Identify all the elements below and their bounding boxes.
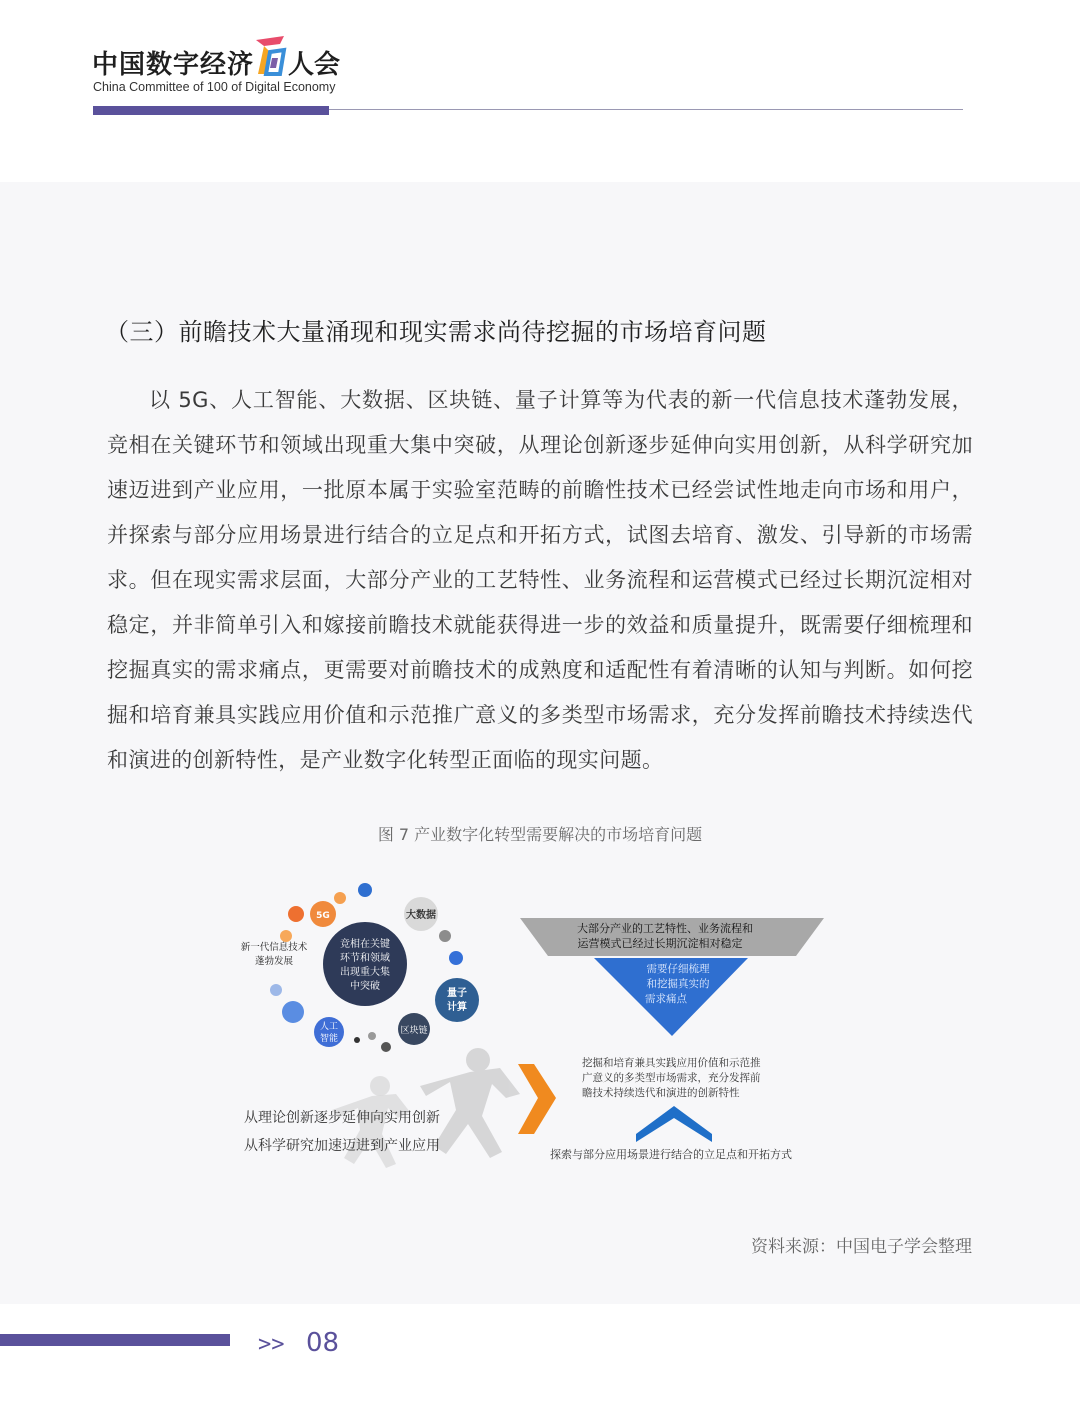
chevron-up-icon [636,1106,712,1142]
triangle-text: 需要仔细梳理 [646,963,710,975]
center-text: 中突破 [350,981,380,992]
dot [270,984,282,996]
source-note: 资料来源：中国电子学会整理 [751,1237,972,1257]
left-label: 蓬勃发展 [254,956,294,967]
page-header [0,0,1080,182]
top-banner-text: 运营模式已经过长期沉淀相对稳定 [577,937,743,950]
logo-english: China Committee of 100 of Digital Economy [93,80,336,94]
dot [439,930,451,942]
right-text: 挖掘和培育兼具实践应用价值和示范推 [582,1057,761,1069]
page-footer [0,1304,1080,1410]
dot [280,930,292,942]
node-bigdata-label: 大数据 [406,910,436,921]
dot [282,1001,304,1023]
node-quantum [435,978,479,1022]
triangle-text: 和挖掘真实的 [646,978,710,990]
node-quantum-label: 量子 [447,988,467,999]
top-banner-text: 大部分产业的工艺特性、业务流程和 [577,922,753,935]
center-text: 环节和领域 [340,953,390,964]
body-paragraph: 以 5G、人工智能、大数据、区块链、量子计算等为代表的新一代信息技术蓬勃发展，竞相在关键环节和领域出现重大集中突破，从理论创新逐步延伸向实用创新，从科学研究加速迈进到产业应用，一批原本属于实验室范畴的前瞻性技术已经尝试性地走向市场和用户，并探索与部分应用场景进行结合的立足点和开拓方式，试图去培育、激发、引导新的市场需求。但在现实需求层面，大部分产业的工艺特性、业务流程和运营模式已经过长期沉淀相对稳定，并非简单引入和嫁接前瞻技术就能获得进一步的效益和质量提升，既需要仔细梳理和挖掘真实的需求痛点，更需要对前瞻技术的成熟度和适配性有着清晰的认知与判断。如何挖掘和培育兼具实践应用价值和示范推广意义的多类型市场需求，充分发挥前瞻技术持续迭代和演进的创新特性，是产业数字化转型正面临的现实问题。 [107,388,973,772]
center-text: 竞相在关键 [340,939,390,950]
dot [358,883,372,897]
right-bottom-text: 探索与部分应用场景进行结合的立足点和开拓方式 [550,1148,792,1161]
dot [381,1042,391,1052]
dot [334,892,346,904]
triangle-text: 需求痛点 [645,993,687,1005]
center-node [323,922,407,1006]
node-5g-label: 5G [316,911,330,921]
dot [368,1032,376,1040]
logo-hundred-icon [250,32,290,80]
right-text: 瞻技术持续迭代和演进的创新特性 [582,1087,740,1099]
node-ai-label: 智能 [319,1034,339,1044]
section-title: （三）前瞻技术大量涌现和现实需求尚待挖掘的市场培育问题 [105,318,767,346]
right-text: 广意义的多类型市场需求，充分发挥前 [582,1072,761,1084]
dot [288,906,304,922]
dot [449,951,463,965]
chevron-right-icon [518,1064,556,1134]
center-text: 出现重大集 [340,967,390,978]
double-chevron-icon: >> [258,1332,285,1357]
logo-chinese-right: 人会 [288,50,341,80]
page-number: 08 [306,1328,340,1358]
market-cultivation-figure [220,872,840,1212]
left-label: 新一代信息技术 [240,942,308,953]
figure-caption: 图 7 产业数字化转型需要解决的市场培育问题 [377,825,703,844]
page-content [0,182,1080,1304]
header-accent-bar [93,106,329,115]
footer-accent-bar [0,1334,230,1346]
node-ai-label: 人工 [319,1022,339,1032]
bottom-text: 从科学研究加速迈进到产业应用 [244,1138,440,1154]
node-blockchain-label: 区块链 [400,1026,428,1036]
dot [354,1037,360,1043]
bottom-text: 从理论创新逐步延伸向实用创新 [244,1110,440,1126]
node-quantum-label: 计算 [447,1002,467,1013]
logo-chinese-left: 中国数字经济 [92,50,255,80]
